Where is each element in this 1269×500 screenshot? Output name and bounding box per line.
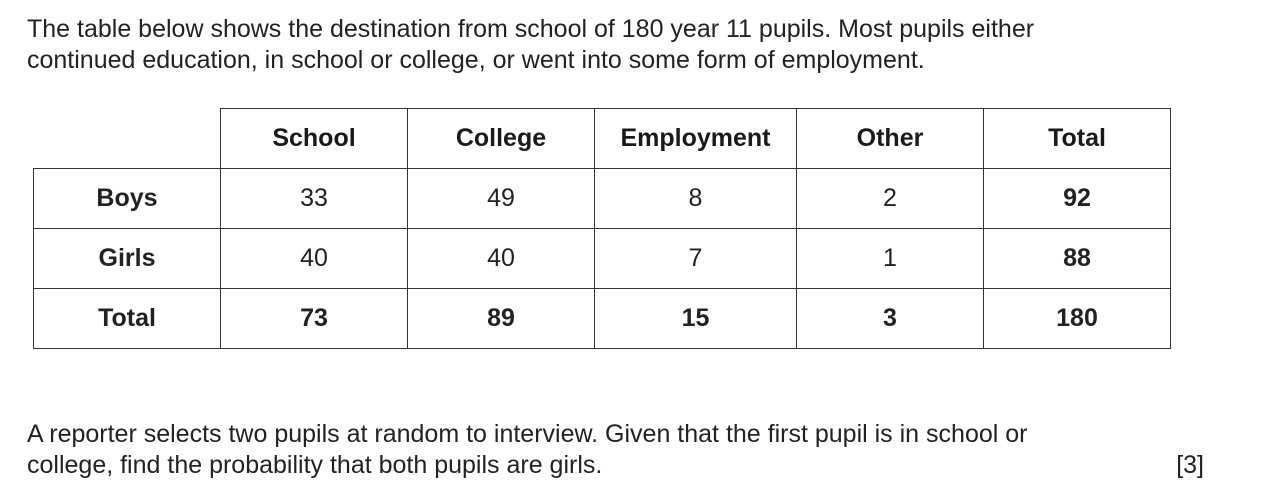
table-cell-total: 3 (797, 289, 984, 349)
column-header-other: Other (797, 109, 984, 169)
table-cell: 49 (408, 169, 595, 229)
row-label-girls: Girls (34, 229, 221, 289)
table-cell-total: 73 (221, 289, 408, 349)
table-row-girls (34, 229, 1171, 289)
table-row-total (34, 289, 1171, 349)
table-cell: 40 (408, 229, 595, 289)
intro-line-1: The table below shows the destination from school of 180 year 11 pupils. Most pupils either (27, 15, 1035, 43)
row-label-total: Total (34, 289, 221, 349)
question-line-1: A reporter selects two pupils at random to interview. Given that the first pupil is in school or (27, 420, 1028, 448)
table-cell: 8 (595, 169, 797, 229)
table-cell: 40 (221, 229, 408, 289)
marks-label: [3] (1176, 451, 1204, 479)
table-cell-total: 92 (984, 169, 1171, 229)
table-cell: 2 (797, 169, 984, 229)
column-header-college: College (408, 109, 595, 169)
question-line-2: college, find the probability that both pupils are girls. (27, 451, 603, 479)
table-cell-total: 88 (984, 229, 1171, 289)
table-cell: 7 (595, 229, 797, 289)
table-cell: 33 (221, 169, 408, 229)
table-cell-total: 15 (595, 289, 797, 349)
table-corner-cell (34, 109, 221, 169)
table-cell-grand-total: 180 (984, 289, 1171, 349)
intro-text (27, 14, 1247, 76)
table-cell: 1 (797, 229, 984, 289)
column-header-total: Total (984, 109, 1171, 169)
row-label-boys: Boys (34, 169, 221, 229)
question-text (27, 419, 1247, 481)
column-header-employment: Employment (595, 109, 797, 169)
table-row-boys (34, 169, 1171, 229)
destination-table (33, 108, 1171, 349)
column-header-school: School (221, 109, 408, 169)
table-header-row (34, 109, 1171, 169)
intro-line-2: continued education, in school or college, or went into some form of employment. (27, 46, 925, 74)
table-cell-total: 89 (408, 289, 595, 349)
